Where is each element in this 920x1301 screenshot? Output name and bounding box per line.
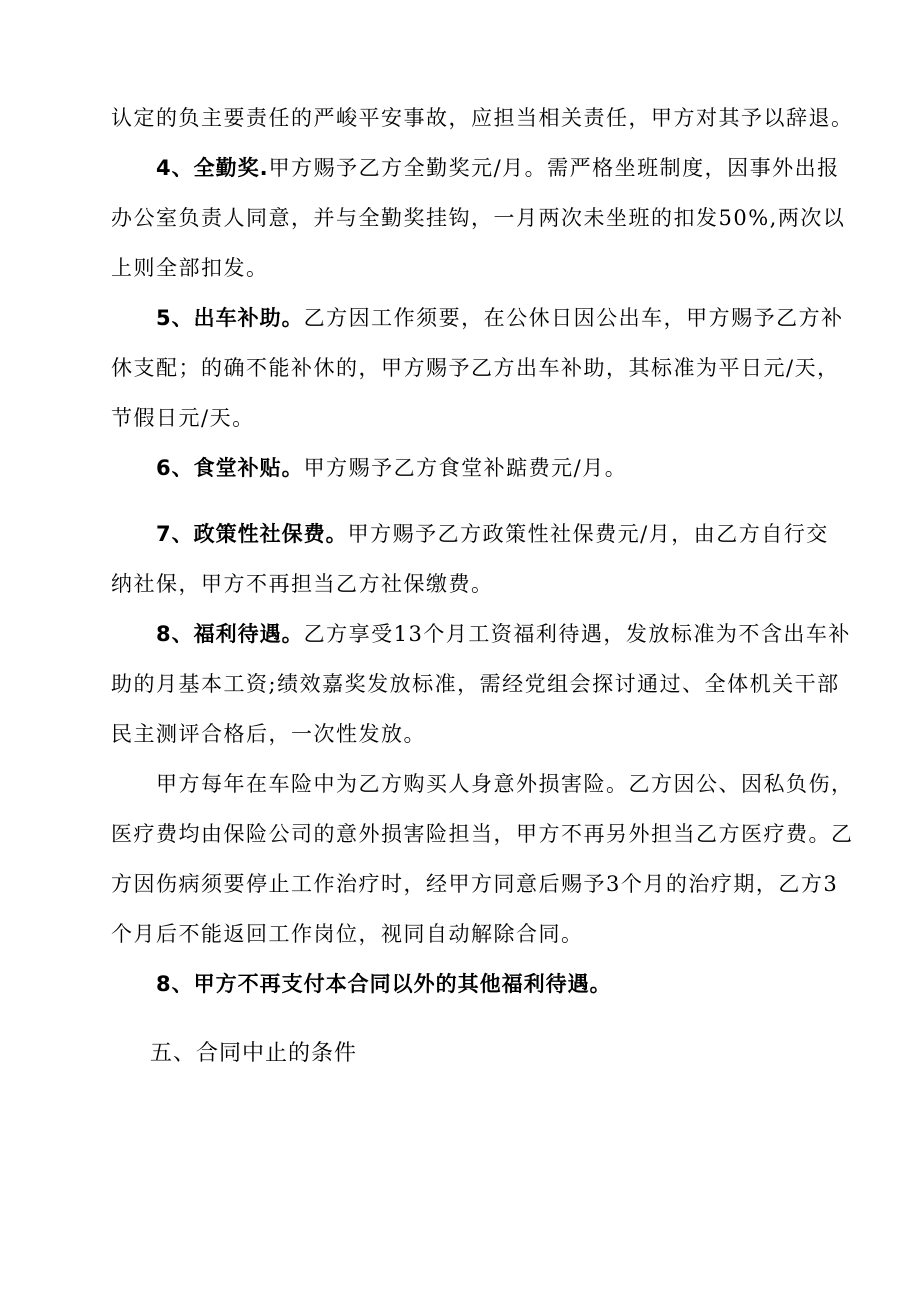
clause-8-line-3: 民主测评合格后，一次性发放。 — [111, 722, 426, 746]
insurance-line-3: 方因伤病须要停止工作治疗时，经甲方同意后赐予3个月的治疗期，乙方3 — [111, 872, 839, 896]
clause-7-text: 甲方赐予乙方政策性社保费元/月，由乙方自行交 — [347, 522, 829, 546]
clause-8b-line: 8、甲方不再支付本合同以外的其他福利待遇。 — [156, 972, 612, 996]
clause-4-text: 甲方赐予乙方全勤奖元/月。需严格坐班制度，因事外出报 — [268, 156, 840, 180]
insurance-line-1: 甲方每年在车险中为乙方购买人身意外损害险。乙方因公、因私负伤， — [156, 772, 854, 796]
clause-6-text: 甲方赐予乙方食堂补踮费元/月。 — [303, 456, 628, 480]
clause-4-title: 4、全勤奖. — [156, 156, 269, 180]
clause-6-title: 6、食堂补贴。 — [156, 456, 304, 480]
clause-5-line-2: 休支配；的确不能补休的，甲方赐予乙方出车补助，其标准为平日元/天， — [111, 356, 840, 380]
clause-5-text: 乙方因工作须要，在公休日因公出车，甲方赐予乙方补 — [303, 306, 844, 330]
clause-6-line-1 — [156, 454, 627, 482]
clause-4-line-1 — [156, 154, 840, 182]
clause-4-line-3: 上则全部扣发。 — [111, 256, 269, 280]
clause-5-title: 5、出车补助。 — [156, 306, 304, 330]
section-heading: 五、合同中止的条件 — [150, 1041, 358, 1066]
insurance-line-2: 医疗费均由保险公司的意外损害险担当，甲方不再另外担当乙方医疗费。乙 — [111, 822, 854, 846]
clause-7-line-2: 纳社保，甲方不再担当乙方社保缴费。 — [111, 572, 494, 596]
clause-7-title: 7、政策性社保费。 — [156, 522, 348, 546]
clause-8-line-2: 助的月基本工资;绩效嘉奖发放标准，需经党组会探讨通过、全体机关干部 — [111, 672, 840, 696]
clause-7-line-1 — [156, 520, 829, 548]
clause-8-text: 乙方享受13个月工资福利待遇，发放标准为不含出车补 — [303, 622, 851, 646]
clause-8-title: 8、福利待遇。 — [156, 622, 304, 646]
insurance-line-4: 个月后不能返回工作岗位，视同自动解除合同。 — [111, 922, 584, 946]
clause-8-line-1 — [156, 620, 851, 648]
clause-5-line-1 — [156, 304, 844, 332]
clause-4-line-2: 办公室负责人同意，并与全勤奖挂钩，一月两次未坐班的扣发50%,两次以 — [111, 206, 846, 230]
paragraph-line: 认定的负主要责任的严峻平安事故，应担当相关责任，甲方对其予以辞退。 — [111, 106, 854, 130]
clause-5-line-3: 节假日元/天。 — [111, 406, 255, 430]
